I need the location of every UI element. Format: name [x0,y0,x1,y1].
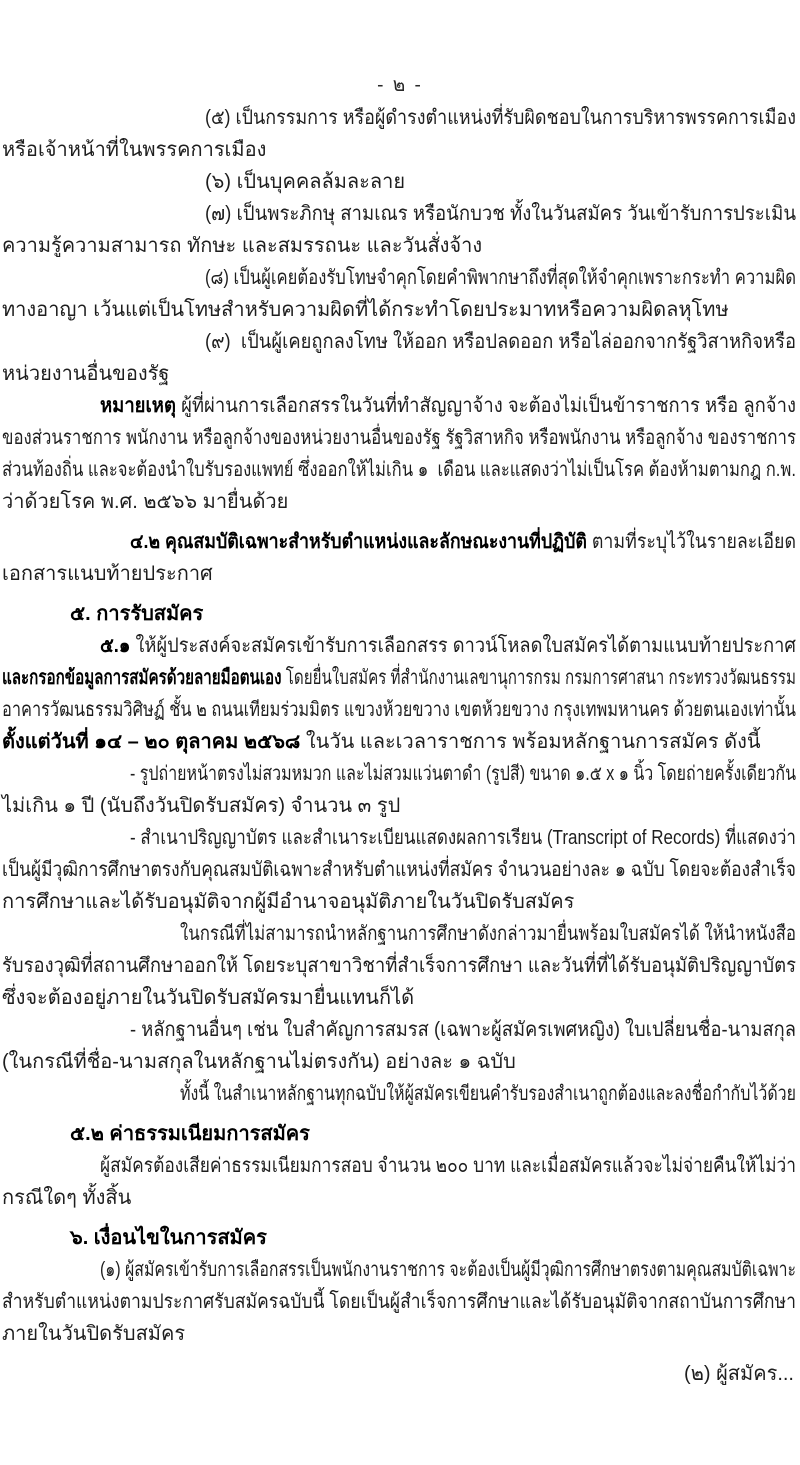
page-number: - ๒ - [377,75,423,96]
remark-line [0,390,800,422]
text-segment: ในกรณีที่ไม่สามารถนำหลักฐานการศึกษาดังกล่าวมายื่นพร้อมใบสมัครได้ ให้นำหนังสือ [180,923,796,945]
clause-9-item [0,326,800,358]
document-line [0,558,800,590]
text-segment: (๙) เป็นผู้เคยถูกลงโทษ ให้ออก หรือปลดออก หรือไล่ออกจากรัฐวิสาหกิจหรือ [205,331,796,353]
text-segment: ของส่วนราชการ พนักงาน หรือลูกจ้างของหน่วยงานอื่นของรัฐ รัฐวิสาหกิจ หรือพนักงาน หรือลูกจ้าง ของราชการ [2,427,796,449]
text-segment: ว่าด้วยโรค พ.ศ. ๒๕๖๖ มายื่นด้วย [2,491,289,513]
text-segment: รับรองวุฒิที่สถานศึกษาออกให้ โดยระบุสาขาวิชาที่สำเร็จการศึกษา และวันที่ที่ได้รับอนุมัติปริญญาบัตร [2,955,796,977]
text-segment: ซึ่งจะต้องอยู่ภายในวันปิดรับสมัครมายื่นแทนก็ได้ [2,987,415,1009]
text-segment: (๘) เป็นผู้เคยต้องรับโทษจำคุกโดยคำพิพากษาถึงที่สุดให้จำคุกเพราะกระทำ ความผิด [205,267,796,289]
text-segment: การศึกษาและได้รับอนุมัติจากผู้มีอำนาจอนุมัติภายในวันปิดรับสมัคร [2,891,575,913]
text-segment: ผู้สมัครต้องเสียค่าธรรมเนียมการสอบ จำนวน ๒๐๐ บาท และเมื่อสมัครแล้วจะไม่จ่ายคืนให้ไม่ว่า [100,1155,796,1177]
text-segment: ทางอาญา เว้นแต่เป็นโทษสำหรับความผิดที่ได้กระทำโดยประมาทหรือความผิดลหุโทษ [2,299,729,321]
text-segment: ส่วนท้องถิ่น และจะต้องนำใบรับรองแพทย์ ซึ่งออกให้ไม่เกิน ๑ เดือน และแสดงว่าไม่เป็นโรค ต้องห้ามตามกฎ ก.พ. [2,459,796,481]
document-line [0,854,800,886]
text-segment: (๕) เป็นกรรมการ หรือผู้ดำรงตำแหน่งที่รับผิดชอบในการบริหารพรรคการเมือง [205,107,796,129]
clause-4-2-heading [0,526,800,558]
text-segment: ตามที่ระบุไว้ในรายละเอียด [586,531,796,553]
document-line [0,982,800,1014]
text-segment: หน่วยงานอื่นของรัฐ [2,363,170,385]
section-6-heading [0,1222,800,1254]
document-line [0,886,800,918]
condition-1-line [0,1254,800,1286]
document-line [0,1286,800,1318]
text-segment: - รูปถ่ายหน้าตรงไม่สวมหมวก และไม่สวมแว่นตาดำ (รูปสี) ขนาด ๑.๕ x ๑ นิ้ว โดยถ่ายครั้งเดียวกัน [130,763,796,785]
bold-text-segment: ๕.๑ [100,635,131,657]
document-line [0,454,800,486]
text-segment: อาคารวัฒนธรรมวิศิษฏ์ ชั้น ๒ ถนนเทียมร่วมมิตร แขวงห้วยขวาง เขตห้วยขวาง กรุงเทพมหานคร ด้วยตนเองเท่านั้น [2,699,796,721]
document-line [0,694,800,726]
document-line [0,358,800,390]
clause-6-item [0,166,800,198]
bold-text-segment: หมายเหตุ [100,395,176,417]
dash-item-transcript [0,822,800,854]
text-segment: ความรู้ความสามารถ ทักษะ และสมรรถนะ และวันสั่งจ้าง [2,235,483,257]
fee-line [0,1150,800,1182]
document-line [0,294,800,326]
text-segment: (๖) เป็นบุคคลล้มละลาย [205,171,406,193]
application-date-line [0,726,800,758]
text-segment: (๒) ผู้สมัคร... [684,1363,794,1385]
bold-text-segment: ๕. การรับสมัคร [70,603,204,625]
document-line [0,950,800,982]
document-line [0,1046,800,1078]
text-segment: กรณีใดๆ ทั้งสิ้น [2,1187,132,1209]
section-5-2-heading [0,1118,800,1150]
text-segment: สำหรับตำแหน่งตามประกาศรับสมัครฉบับนี้ โดยเป็นผู้สำเร็จการศึกษาและได้รับอนุมัติจากสถาบันการศึกษา [2,1291,796,1313]
text-segment: ทั้งนี้ ในสำเนาหลักฐานทุกฉบับให้ผู้สมัครเขียนคำรับรองสำเนาถูกต้องและลงชื่อกำกับไว้ด้วย [180,1083,796,1105]
document-line [0,918,800,950]
clause-7-item [0,198,800,230]
text-segment: ภายในวันปิดรับสมัคร [2,1323,186,1345]
clause-5-item [0,102,800,134]
text-segment: หรือเจ้าหน้าที่ในพรรคการเมือง [2,139,267,161]
text-segment: (๗) เป็นพระภิกษุ สามเณร หรือนักบวช ทั้งในวันสมัคร วันเข้ารับการประเมิน [205,203,796,225]
text-segment: เอกสารแนบท้ายประกาศ [2,563,213,585]
bold-text-segment: ๕.๒ ค่าธรรมเนียมการสมัคร [70,1123,310,1145]
document-line [0,1318,800,1350]
continuation-mark [0,1358,800,1390]
document-line [0,790,800,822]
bold-text-segment: ๖. เงื่อนไขในการสมัคร [70,1227,267,1249]
document-line [0,134,800,166]
text-segment: ในวัน และเวลาราชการ พร้อมหลักฐานการสมัคร ดังนี้ [300,731,761,753]
document-line [0,422,800,454]
document-line [0,230,800,262]
document-line [0,1078,800,1110]
text-segment: ให้ผู้ประสงค์จะสมัครเข้ารับการเลือกสรร ดาวน์โหลดใบสมัครได้ตามแนบท้ายประกาศ [130,635,796,657]
bold-text-segment: ตั้งแต่วันที่ ๑๔ – ๒๐ ตุลาคม ๒๕๖๘ [2,731,301,753]
text-segment: เป็นผู้มีวุฒิการศึกษาตรงกับคุณสมบัติเฉพาะสำหรับตำแหน่งที่สมัคร จำนวนอย่างละ ๑ ฉบับ โดยจะต้องสำเร็จ [2,859,796,881]
dash-item-other-documents [0,1014,800,1046]
text-segment: โดยยื่นใบสมัคร ที่สำนักงานเลขานุการกรม กรมการศาสนา กระทรวงวัฒนธรรม [281,667,797,689]
document-body [0,102,800,1390]
text-segment: ผู้ที่ผ่านการเลือกสรรในวันที่ทำสัญญาจ้าง จะต้องไม่เป็นข้าราชการ หรือ ลูกจ้าง [175,395,796,417]
bold-text-segment: ๔.๒ คุณสมบัติเฉพาะสำหรับตำแหน่งและลักษณะงานที่ปฏิบัติ [130,531,587,553]
text-segment: (ในกรณีที่ชื่อ-นามสกุลในหลักฐานไม่ตรงกัน) อย่างละ ๑ ฉบับ [2,1051,516,1073]
text-segment: (๑) ผู้สมัครเข้ารับการเลือกสรรเป็นพนักงานราชการ จะต้องเป็นผู้มีวุฒิการศึกษาตรงตามคุณสมบัติเฉพาะ [100,1259,796,1281]
clause-5-1-line [0,630,800,662]
clause-8-item [0,262,800,294]
section-5-heading [0,598,800,630]
text-segment: - สำเนาปริญญาบัตร และสำเนาระเบียนแสดงผลการเรียน (Transcript of Records) ที่แสดงว่า [130,827,796,849]
bold-text-segment: และกรอกข้อมูลการสมัครด้วยลายมือตนเอง [2,667,282,689]
document-line [0,662,800,694]
dash-item-photo [0,758,800,790]
text-segment: - หลักฐานอื่นๆ เช่น ใบสำคัญการสมรส (เฉพาะผู้สมัครเพศหญิง) ใบเปลี่ยนชื่อ-นามสกุล [130,1019,796,1041]
document-line [0,1182,800,1214]
document-line [0,486,800,518]
text-segment: ไม่เกิน ๑ ปี (นับถึงวันปิดรับสมัคร) จำนวน ๓ รูป [2,795,401,817]
